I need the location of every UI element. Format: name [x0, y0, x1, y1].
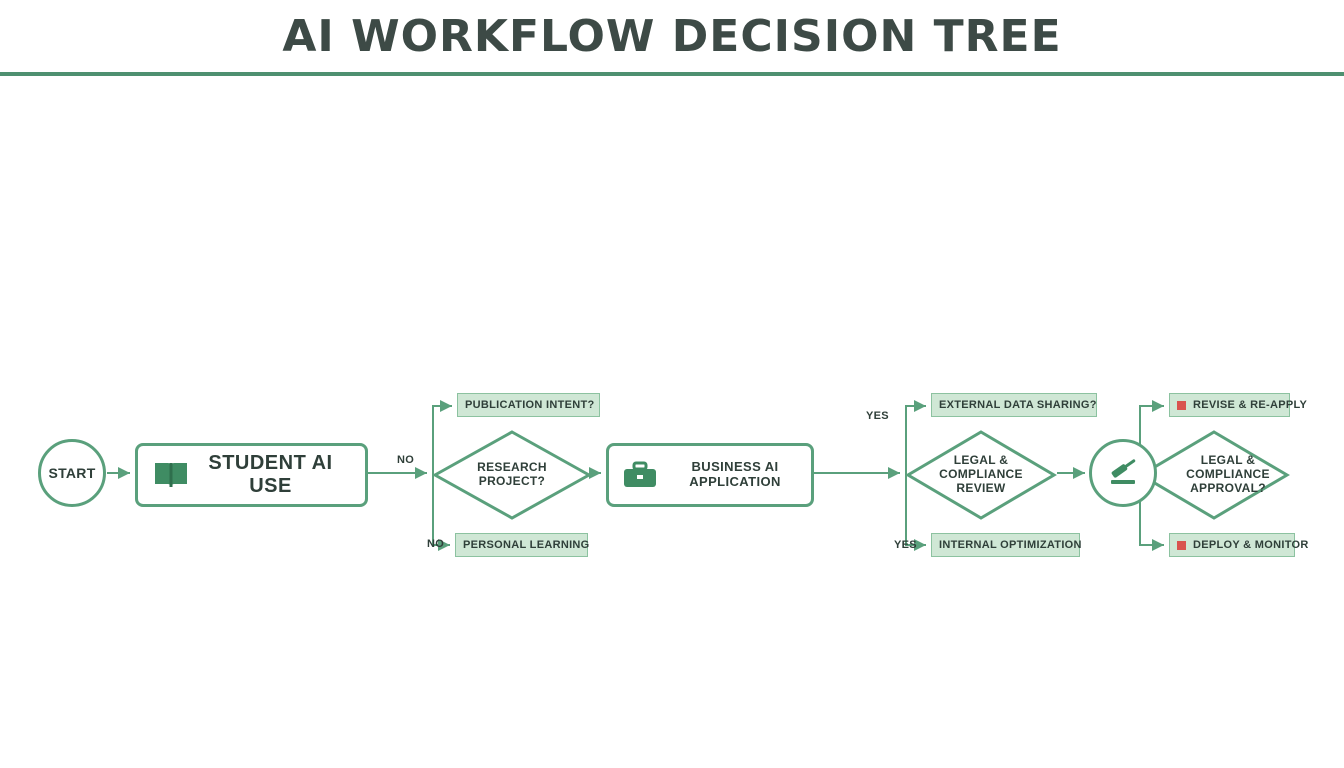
tag-publication-intent[interactable] — [457, 393, 600, 417]
tag-personal-learning[interactable] — [455, 533, 588, 557]
tag-publication-intent-label: PUBLICATION INTENT? — [465, 399, 595, 411]
tag-personal-learning-label: PERSONAL LEARNING — [463, 539, 590, 551]
node-student-ai-use[interactable] — [135, 443, 368, 507]
open-book-icon — [152, 459, 190, 491]
node-research-project-decision[interactable] — [432, 429, 592, 521]
node-research-line1: RESEARCH — [477, 460, 547, 475]
tag-external-data-sharing-label: EXTERNAL DATA SHARING? — [939, 399, 1097, 411]
node-legal-review-line1: LEGAL & — [953, 453, 1009, 468]
connector-layer — [0, 76, 1344, 768]
tag-revise-and-reapply-label: REVISE & RE-APPLY — [1193, 399, 1308, 411]
node-start[interactable] — [38, 439, 106, 507]
node-legal-compliance-review-label — [905, 429, 1057, 521]
status-square-icon — [1177, 541, 1186, 550]
edge-label-research-no: NO — [397, 454, 415, 466]
gavel-icon — [1103, 454, 1143, 493]
page-header — [0, 0, 1344, 76]
node-legal-approval-line2: COMPLIANCE — [1186, 467, 1270, 482]
tag-internal-optimization[interactable] — [931, 533, 1080, 557]
node-start-label: START — [48, 464, 96, 481]
node-research-line2: PROJECT? — [478, 474, 546, 488]
node-business-line2: APPLICATION — [689, 474, 781, 489]
tag-external-data-sharing[interactable] — [931, 393, 1097, 417]
node-legal-approval-line1: LEGAL & — [1200, 453, 1256, 468]
edge-label-internal-yes: YES — [894, 539, 917, 551]
node-legal-compliance-approval-decision[interactable] — [1138, 429, 1290, 521]
node-student-ai-use-label: STUDENT AI USE — [208, 452, 333, 497]
node-research-project-label — [432, 429, 592, 521]
diagram-canvas — [0, 76, 1344, 768]
node-legal-approval-line3: APPROVAL? — [1190, 480, 1266, 495]
node-business-ai-application[interactable] — [606, 443, 814, 507]
briefcase-icon — [621, 459, 659, 491]
node-business-ai-application-label — [671, 460, 799, 490]
node-legal-compliance-review-decision[interactable] — [905, 429, 1057, 521]
node-legal-compliance-approval-label — [1138, 429, 1290, 521]
node-legal-review-line3: REVIEW — [956, 480, 1006, 495]
tag-internal-optimization-label: INTERNAL OPTIMIZATION — [939, 539, 1082, 551]
edge-label-personal-no: NO — [427, 538, 445, 550]
tag-revise-and-reapply[interactable] — [1169, 393, 1308, 417]
tag-deploy-and-monitor-label: DEPLOY & MONITOR — [1193, 539, 1309, 551]
node-legal-approval-icon-badge — [1089, 439, 1157, 507]
tag-deploy-and-monitor[interactable] — [1169, 533, 1309, 557]
node-legal-review-line2: COMPLIANCE — [939, 467, 1023, 482]
node-business-line1: BUSINESS AI — [691, 459, 779, 475]
page-title: AI WORKFLOW DECISION TREE — [282, 10, 1062, 62]
status-square-icon — [1177, 401, 1186, 410]
edge-label-external-yes: YES — [866, 410, 889, 422]
